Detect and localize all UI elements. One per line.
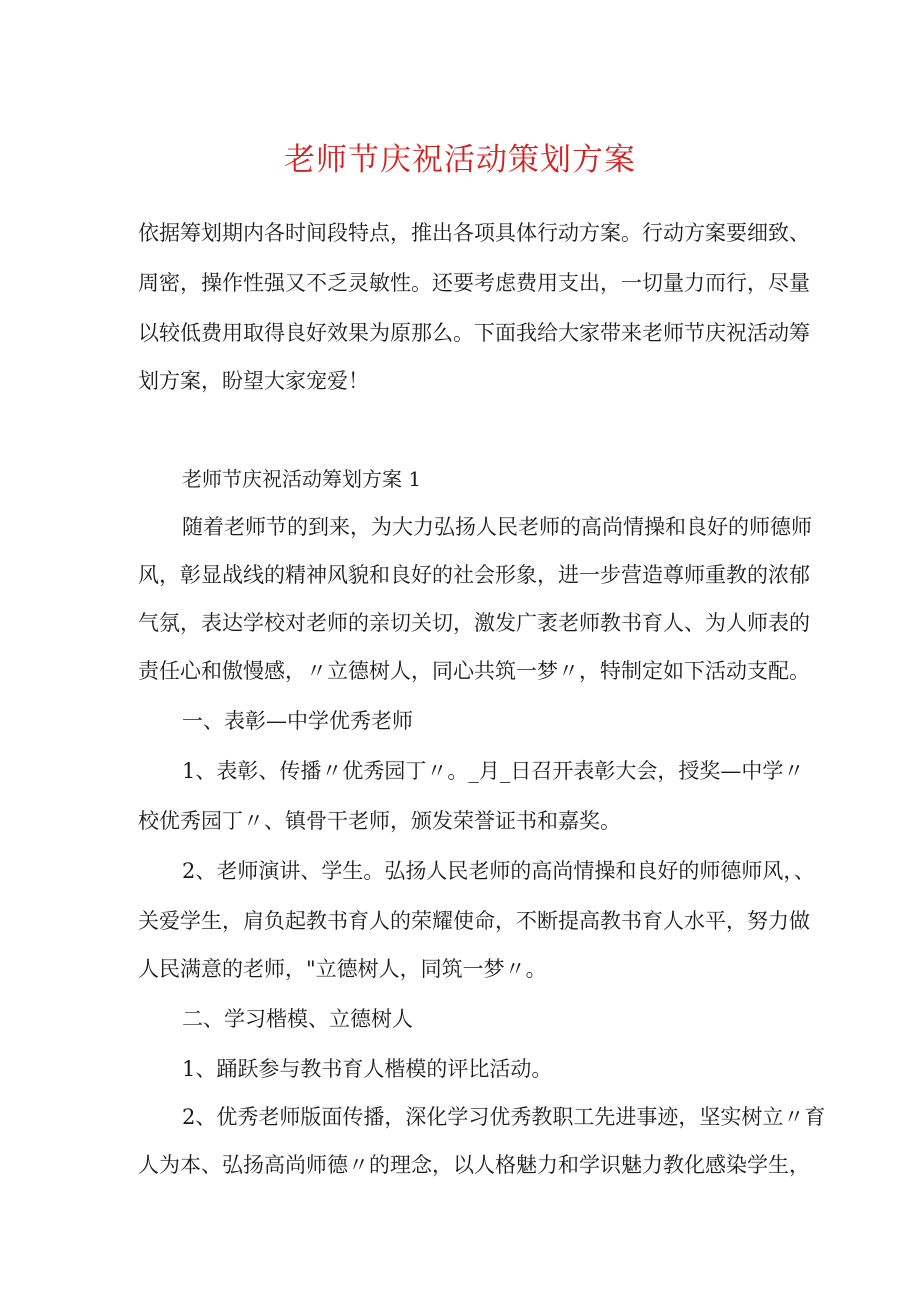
paragraph-line: 气氛，表达学校对老师的亲切关切，激发广袤老师教书育人、为人师表的 bbox=[138, 611, 810, 635]
item-1-1-line: 校优秀园丁〃、镇骨干老师，颁发荣誉证书和嘉奖。 bbox=[138, 809, 621, 833]
subheading-2: 二、学习楷模、立德树人 bbox=[182, 1007, 413, 1031]
paragraph-line: 风，彰显战线的精神风貌和良好的社会形象，进一步营造尊师重教的浓郁 bbox=[138, 563, 810, 587]
paragraph-line: 随着老师节的到来，为大力弘扬人民老师的高尚情操和良好的师德师 bbox=[182, 515, 812, 539]
document-title: 老师节庆祝活动策划方案 bbox=[284, 142, 636, 178]
section-heading: 老师节庆祝活动筹划方案 1 bbox=[182, 467, 422, 491]
item-2-2-line: 2、优秀老师版面传播，深化学习优秀教职工先进事迹，坚实树立〃育 bbox=[182, 1105, 826, 1129]
intro-line: 依据筹划期内各时间段特点，推出各项具体行动方案。行动方案要细致、 bbox=[138, 221, 810, 245]
intro-line: 以较低费用取得良好效果为原那么。下面我给大家带来老师节庆祝活动筹 bbox=[138, 321, 810, 345]
intro-line: 周密，操作性强又不乏灵敏性。还要考虑费用支出，一切量力而行，尽量 bbox=[138, 271, 810, 295]
item-1-2-line: 关爱学生，肩负起教书育人的荣耀使命，不断提高教书育人水平，努力做 bbox=[138, 909, 810, 933]
intro-line: 划方案，盼望大家宠爱！ bbox=[138, 369, 369, 393]
item-2-1: 1、踊跃参与教书育人楷模的评比活动。 bbox=[182, 1057, 553, 1081]
paragraph-line: 责任心和傲慢感，〃立德树人，同心共筑一梦〃，特制定如下活动支配。 bbox=[138, 659, 810, 683]
item-1-2-line: 2、老师演讲、学生。弘扬人民老师的高尚情操和良好的师德师风，、 bbox=[182, 859, 815, 883]
item-1-1-line: 1、表彰、传播〃优秀园丁〃。_月_日召开表彰大会，授奖—中学〃 bbox=[182, 759, 805, 783]
item-2-2-line: 人为本、弘扬高尚师德〃的理念，以人格魅力和学识魅力教化感染学生， bbox=[138, 1153, 810, 1177]
item-1-2-line: 人民满意的老师，"立德树人，同筑一梦〃。 bbox=[138, 957, 547, 981]
subheading-1: 一、表彰—中学优秀老师 bbox=[182, 709, 413, 733]
